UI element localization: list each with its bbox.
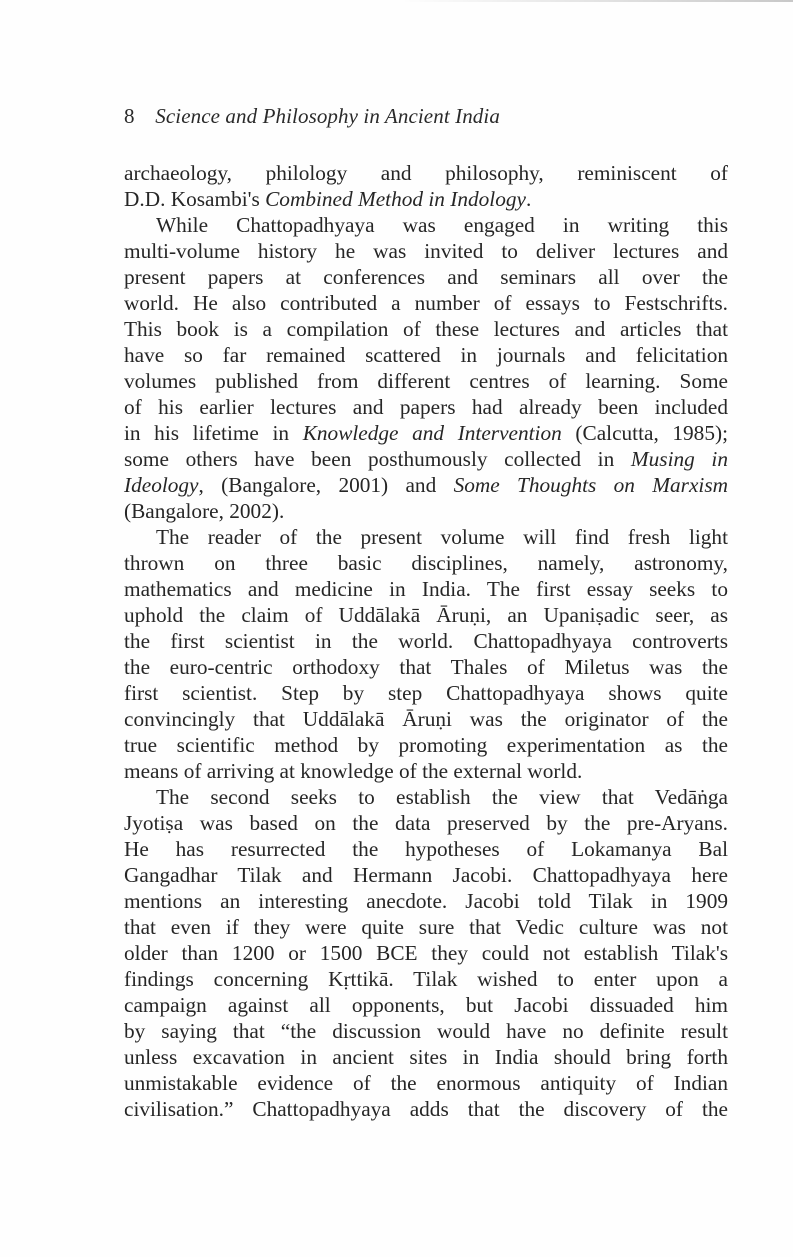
text-run: While Chattopadhyaya was engaged in writing this: [156, 213, 728, 237]
text-line: [124, 160, 728, 186]
text-line: [124, 1044, 728, 1070]
text-line: [124, 368, 728, 394]
page-top-edge: [400, 0, 793, 2]
book-title: Science and Philosophy in Ancient India: [155, 104, 500, 128]
text-line: [124, 186, 728, 212]
text-line: [124, 888, 728, 914]
text-run: Jyotiṣa was based on the data preserved by the pre-Aryans.: [124, 811, 728, 835]
page-number: 8: [124, 104, 135, 128]
text-line: [124, 758, 728, 784]
text-line: [124, 472, 728, 498]
text-line: [124, 1070, 728, 1096]
text-run: by saying that “the discussion would have no definite result: [124, 1019, 728, 1043]
text-line: [124, 914, 728, 940]
text-line: [124, 628, 728, 654]
paragraph: [124, 160, 728, 212]
text-run: The reader of the present volume will find fresh light: [156, 525, 728, 549]
text-run: the euro-centric orthodoxy that Thales of Miletus was the: [124, 655, 728, 679]
text-line: [124, 940, 728, 966]
paragraph: [124, 524, 728, 784]
text-run: present papers at conferences and seminars all over the: [124, 265, 728, 289]
text-line: [124, 706, 728, 732]
italic-title: Knowledge and Intervention: [302, 421, 562, 445]
italic-title: Some Thoughts on Marxism: [453, 473, 729, 497]
text-line: [124, 992, 728, 1018]
text-line: [124, 394, 728, 420]
text-run: older than 1200 or 1500 BCE they could not establish Tilak's: [124, 941, 728, 965]
text-run: have so far remained scattered in journals and felicitation: [124, 343, 728, 367]
text-line: [124, 732, 728, 758]
text-line: [124, 550, 728, 576]
text-run: volumes published from different centres of learning. Some: [124, 369, 728, 393]
running-head: [124, 104, 500, 129]
text-line: [124, 238, 728, 264]
text-line: [124, 498, 728, 524]
text-run: world. He also contributed a number of essays to Festschrifts.: [124, 291, 728, 315]
text-line: [124, 810, 728, 836]
text-line: [124, 212, 728, 238]
paragraph: [124, 212, 728, 524]
text-run: thrown on three basic disciplines, namely, astronomy,: [124, 551, 728, 575]
text-line: [124, 446, 728, 472]
text-line: [124, 420, 728, 446]
text-run: findings concerning Kṛttikā. Tilak wished to enter upon a: [124, 967, 728, 991]
italic-title: Ideology: [124, 473, 199, 497]
text-run: He has resurrected the hypotheses of Lokamanya Bal: [124, 837, 728, 861]
text-run: The second seeks to establish the view that Vedāṅga: [156, 785, 728, 809]
text-run: archaeology, philology and philosophy, reminiscent of: [124, 161, 728, 185]
text-run: convincingly that Uddālakā Āruṇi was the originator of the: [124, 707, 728, 731]
text-line: [124, 602, 728, 628]
text-run: (Bangalore, 2002).: [124, 499, 285, 523]
text-run: some others have been posthumously collected in: [124, 447, 631, 471]
text-run: unmistakable evidence of the enormous antiquity of Indian: [124, 1071, 728, 1095]
text-line: [124, 966, 728, 992]
text-run: first scientist. Step by step Chattopadhyaya shows quite: [124, 681, 728, 705]
paragraph: [124, 784, 728, 1122]
text-line: [124, 342, 728, 368]
text-run: mathematics and medicine in India. The first essay seeks to: [124, 577, 728, 601]
italic-title: Combined Method in Indology: [265, 187, 526, 211]
text-line: [124, 316, 728, 342]
text-run: campaign against all opponents, but Jacobi dissuaded him: [124, 993, 728, 1017]
text-run: civilisation.” Chattopadhyaya adds that the discovery of the: [124, 1097, 728, 1121]
text-run: This book is a compilation of these lectures and articles that: [124, 317, 728, 341]
text-line: [124, 576, 728, 602]
text-run: mentions an interesting anecdote. Jacobi told Tilak in 1909: [124, 889, 728, 913]
text-line: [124, 1018, 728, 1044]
text-run: of his earlier lectures and papers had already been included: [124, 395, 728, 419]
text-line: [124, 680, 728, 706]
text-run: (Calcutta, 1985);: [561, 421, 728, 445]
text-run: that even if they were quite sure that Vedic culture was not: [124, 915, 728, 939]
text-run: multi-volume history he was invited to deliver lectures and: [124, 239, 728, 263]
text-line: [124, 264, 728, 290]
text-line: [124, 836, 728, 862]
text-run: true scientific method by promoting experimentation as the: [124, 733, 728, 757]
text-run: .: [525, 187, 532, 211]
text-run: the first scientist in the world. Chattopadhyaya controverts: [124, 629, 728, 653]
text-run: , (Bangalore, 2001) and: [198, 473, 454, 497]
text-line: [124, 862, 728, 888]
text-run: D.D. Kosambi's: [124, 187, 266, 211]
italic-title: Musing in: [630, 447, 728, 471]
body-text: [124, 160, 728, 1122]
text-run: in his lifetime in: [124, 421, 303, 445]
text-run: unless excavation in ancient sites in India should bring forth: [124, 1045, 728, 1069]
text-line: [124, 1096, 728, 1122]
text-line: [124, 290, 728, 316]
text-run: Gangadhar Tilak and Hermann Jacobi. Chattopadhyaya here: [124, 863, 728, 887]
text-run: uphold the claim of Uddālakā Āruṇi, an Upaniṣadic seer, as: [124, 603, 728, 627]
text-line: [124, 524, 728, 550]
text-run: means of arriving at knowledge of the external world.: [124, 759, 583, 783]
text-line: [124, 654, 728, 680]
text-line: [124, 784, 728, 810]
